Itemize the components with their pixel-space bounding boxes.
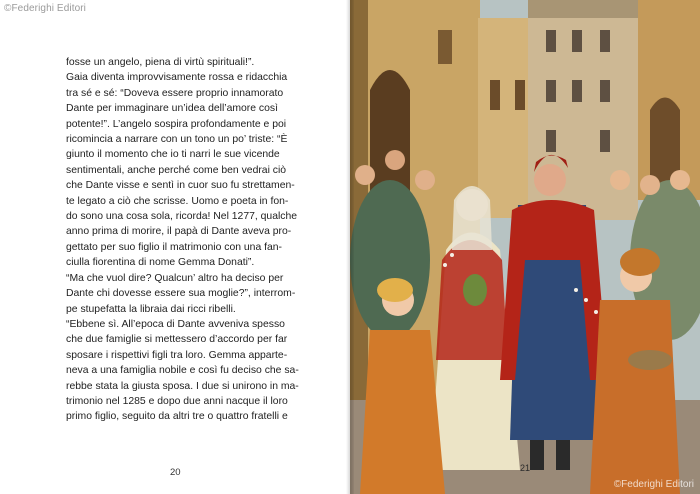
- window: [600, 130, 610, 152]
- building-back-top: [528, 0, 638, 18]
- illustration-page: [350, 0, 700, 494]
- window: [546, 30, 556, 52]
- text-line: rebbe stata la giusta sposa. I due si unirono in ma-: [66, 380, 299, 392]
- face: [640, 175, 660, 195]
- text-line: ricomincia a narrare con un tono un po’ triste: “È: [66, 134, 288, 146]
- text-line: potente!”. L’angelo sospira profondamente e poi: [66, 118, 287, 130]
- petal: [584, 298, 588, 302]
- text-line: tra sé e sé: “Doveva essere proprio innamorato: [66, 87, 284, 99]
- body-text: [66, 55, 298, 425]
- text-line: do sono una cosa sola, ricorda! Nel 1277, qualche: [66, 211, 298, 223]
- text-line: giunto il momento che io ti narri le sue vicende: [66, 149, 280, 161]
- girl-left-dress: [360, 330, 445, 494]
- petal: [574, 288, 578, 292]
- bouquet: [463, 274, 487, 306]
- text-line: ciulla fiorentina di nome Gemma Donati”.: [66, 257, 255, 269]
- petal: [443, 263, 447, 267]
- wedding-illustration: [350, 0, 700, 494]
- text-line: neva a una famiglia nobile e così fu deciso che sa-: [66, 365, 299, 377]
- text-line: fosse un angelo, piena di virtù spirituali!”.: [66, 57, 255, 68]
- bride-veil: [452, 186, 492, 250]
- text-line: Gaia diventa improvvisamente rossa e ridacchia: [66, 72, 288, 84]
- petal: [594, 310, 598, 314]
- text-line: sentimentali, anche perché come ben vedrai ciò: [66, 164, 287, 176]
- dante-boot: [530, 440, 544, 470]
- window: [546, 80, 556, 102]
- page-number-right: 21: [520, 463, 531, 473]
- text-line: anno prima di morire, il papà di Dante aveva pro-: [66, 226, 292, 238]
- crowd-left: [350, 180, 430, 340]
- text-line: “Ma che vuol dire? Qualcun’ altro ha deciso per: [66, 272, 284, 284]
- face: [385, 150, 405, 170]
- window: [438, 30, 452, 64]
- copyright-watermark-right: ©Federighi Editori: [613, 479, 694, 490]
- girl-right-hair: [620, 248, 660, 276]
- window: [572, 30, 582, 52]
- window: [515, 80, 525, 110]
- text-line: Dante per immaginare un’idea dell’amore così: [66, 103, 278, 115]
- face: [670, 170, 690, 190]
- text-line: sposare i rispettivi figli tra loro. Gemma apparte-: [66, 349, 288, 361]
- dante-face: [534, 164, 566, 196]
- petal-basket: [628, 350, 672, 370]
- face: [355, 165, 375, 185]
- dante-boot: [556, 440, 570, 470]
- page-number-left: 20: [170, 467, 181, 478]
- girl-left-hair: [377, 278, 413, 302]
- petal: [450, 253, 454, 257]
- text-line: “Ebbene sì. All’epoca di Dante avveniva spesso: [66, 318, 285, 330]
- text-line: trimonio nel 1285 e dopo due anni nacque il loro: [66, 395, 288, 407]
- face: [610, 170, 630, 190]
- text-line: che Dante visse e sentì in cuor suo fu strettamen-: [66, 180, 295, 192]
- girl-right-dress: [590, 300, 680, 494]
- text-line: te legato a ciò che scrisse. Uomo e poeta in fon-: [66, 195, 289, 207]
- book-gutter: [346, 0, 354, 494]
- window: [600, 30, 610, 52]
- copyright-watermark: ©Federighi Editori: [4, 3, 86, 14]
- text-line: pe stupefatta la libraia dai ricci ribelli.: [66, 303, 236, 315]
- window: [600, 80, 610, 102]
- text-line: Dante chi dovesse essere sua moglie?”, interrom-: [66, 288, 296, 300]
- window: [490, 80, 500, 110]
- text-line: primo figlio, seguito da altri tre o quattro fratelli e: [66, 411, 288, 423]
- text-line: gettato per suo figlio il matrimonio con una fan-: [66, 241, 283, 253]
- face: [415, 170, 435, 190]
- text-line: che due famiglie si mettessero d’accordo per far: [66, 334, 288, 346]
- window: [546, 130, 556, 152]
- window: [572, 80, 582, 102]
